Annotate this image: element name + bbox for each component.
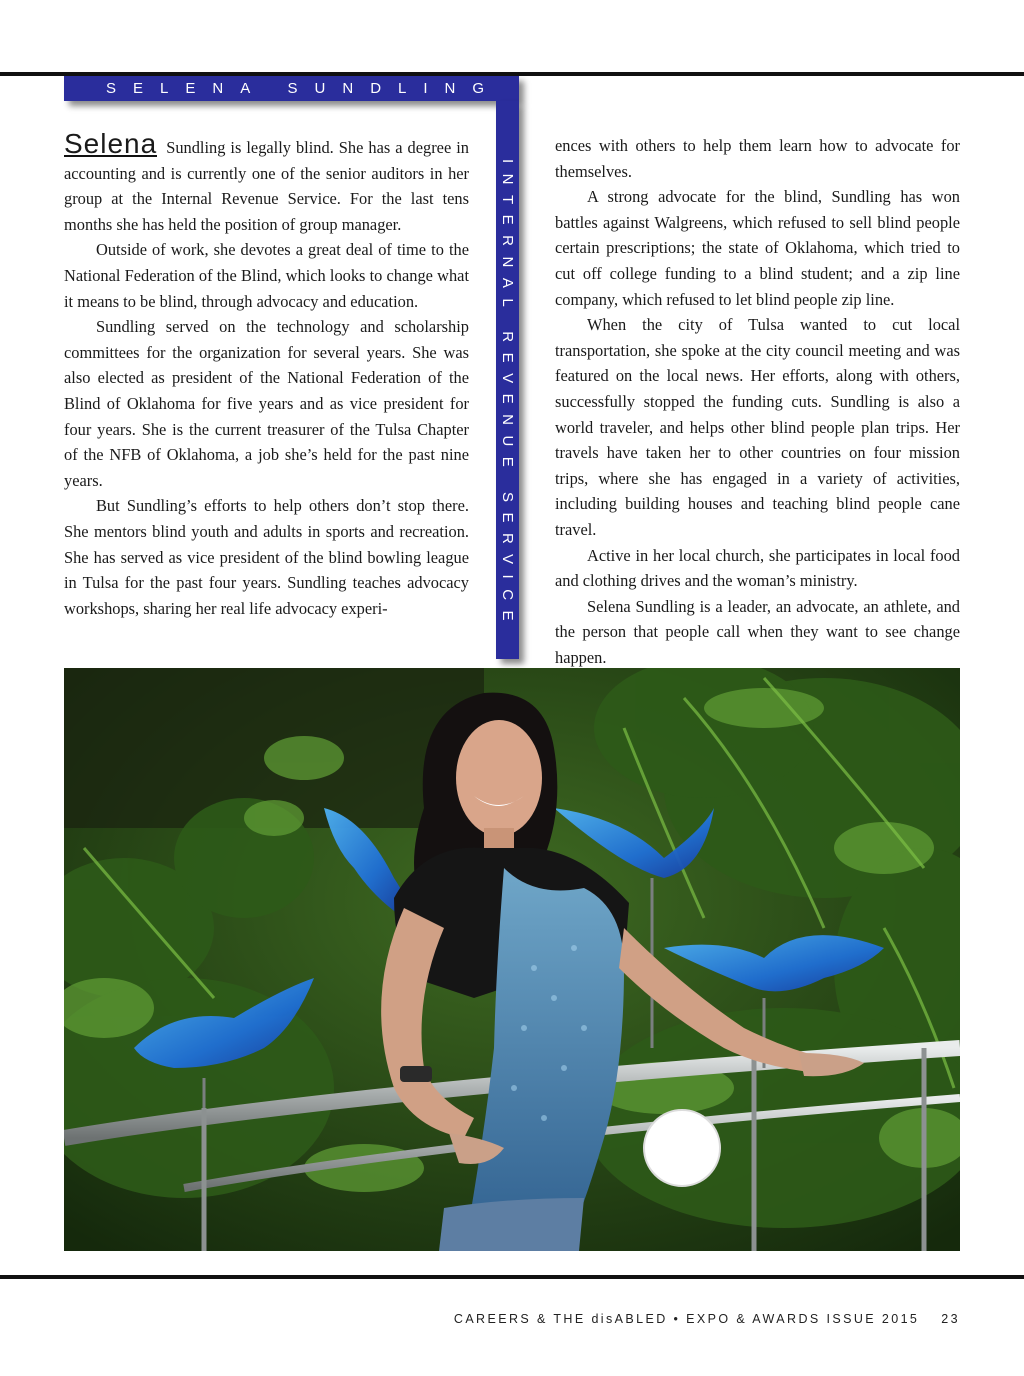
paragraph-text: Sundling is legally blind. She has a degree in accounting and is currently one of the senior auditors in her group at the Internal Revenue Service. For the last tens months she has held the position of group manager.	[64, 138, 469, 234]
name-banner-text: SELENA SUNDLING	[106, 80, 502, 97]
article-paragraph: Sundling served on the technology and scholarship committees for the organization for several years. She was also elected as president of the National Federation of the Blind of Oklahoma for five years and as vice president for four years. She is the current treasurer of the Tulsa Chapter of the NFB of Oklahoma, a job she’s held for the past nine years.	[64, 317, 469, 490]
article-paragraph: Outside of work, she devotes a great deal of time to the National Federation of the Blind, which looks to change what it means to be blind, through advocacy and education.	[64, 240, 469, 311]
article-paragraph: When the city of Tulsa wanted to cut local transportation, she spoke at the city council meeting and was featured on the local news. Her efforts, along with others, successfully stopped the funding cuts. Sundling is also a world traveler, and helps other blind people plan trips. Her travels have taken her to other countries on four mission trips, where she has engaged in a variety of activities, including building houses and teaching blind people cane travel.	[555, 315, 960, 539]
page-footer	[454, 1312, 960, 1326]
publication-title: CAREERS & THE disABLED • EXPO & AWARDS ISSUE 2015	[453, 1312, 920, 1326]
bottom-rule	[0, 1275, 1024, 1279]
portrait-photo	[64, 668, 960, 1251]
article-paragraph: Selena Sundling is a leader, an advocate, an athlete, and the person that people call when they want to see change happen.	[555, 596, 960, 667]
portrait-illustration	[64, 668, 960, 1251]
article-paragraph: ences with others to help them learn how to advocate for themselves.	[555, 136, 960, 181]
agency-label: INTERNAL REVENUE SERVICE	[499, 159, 516, 632]
article-paragraph: But Sundling’s efforts to help others don’t stop there. She mentors blind youth and adults in sports and recreation. She has served as vice president of the blind bowling league in Tulsa for the past four years. Sundling teaches advocacy workshops, sharing her real life advocacy experi-	[64, 496, 469, 618]
agency-sidebar	[496, 101, 519, 659]
article-paragraph	[64, 128, 469, 237]
name-banner	[64, 76, 519, 101]
article-column-left	[64, 128, 469, 621]
article-paragraph: Active in her local church, she participates in local food and clothing drives and the woman’s ministry.	[555, 545, 960, 591]
article-column-right	[555, 133, 960, 670]
article-paragraph: A strong advocate for the blind, Sundling has won battles against Walgreens, which refused to sell blind people certain prescriptions; the state of Oklahoma, which tried to cut off college funding to a blind student; and a zip line company, which refused to let blind people zip line.	[555, 187, 960, 309]
page-number: 23	[941, 1312, 960, 1326]
dropcap-name: Selena	[64, 128, 158, 159]
